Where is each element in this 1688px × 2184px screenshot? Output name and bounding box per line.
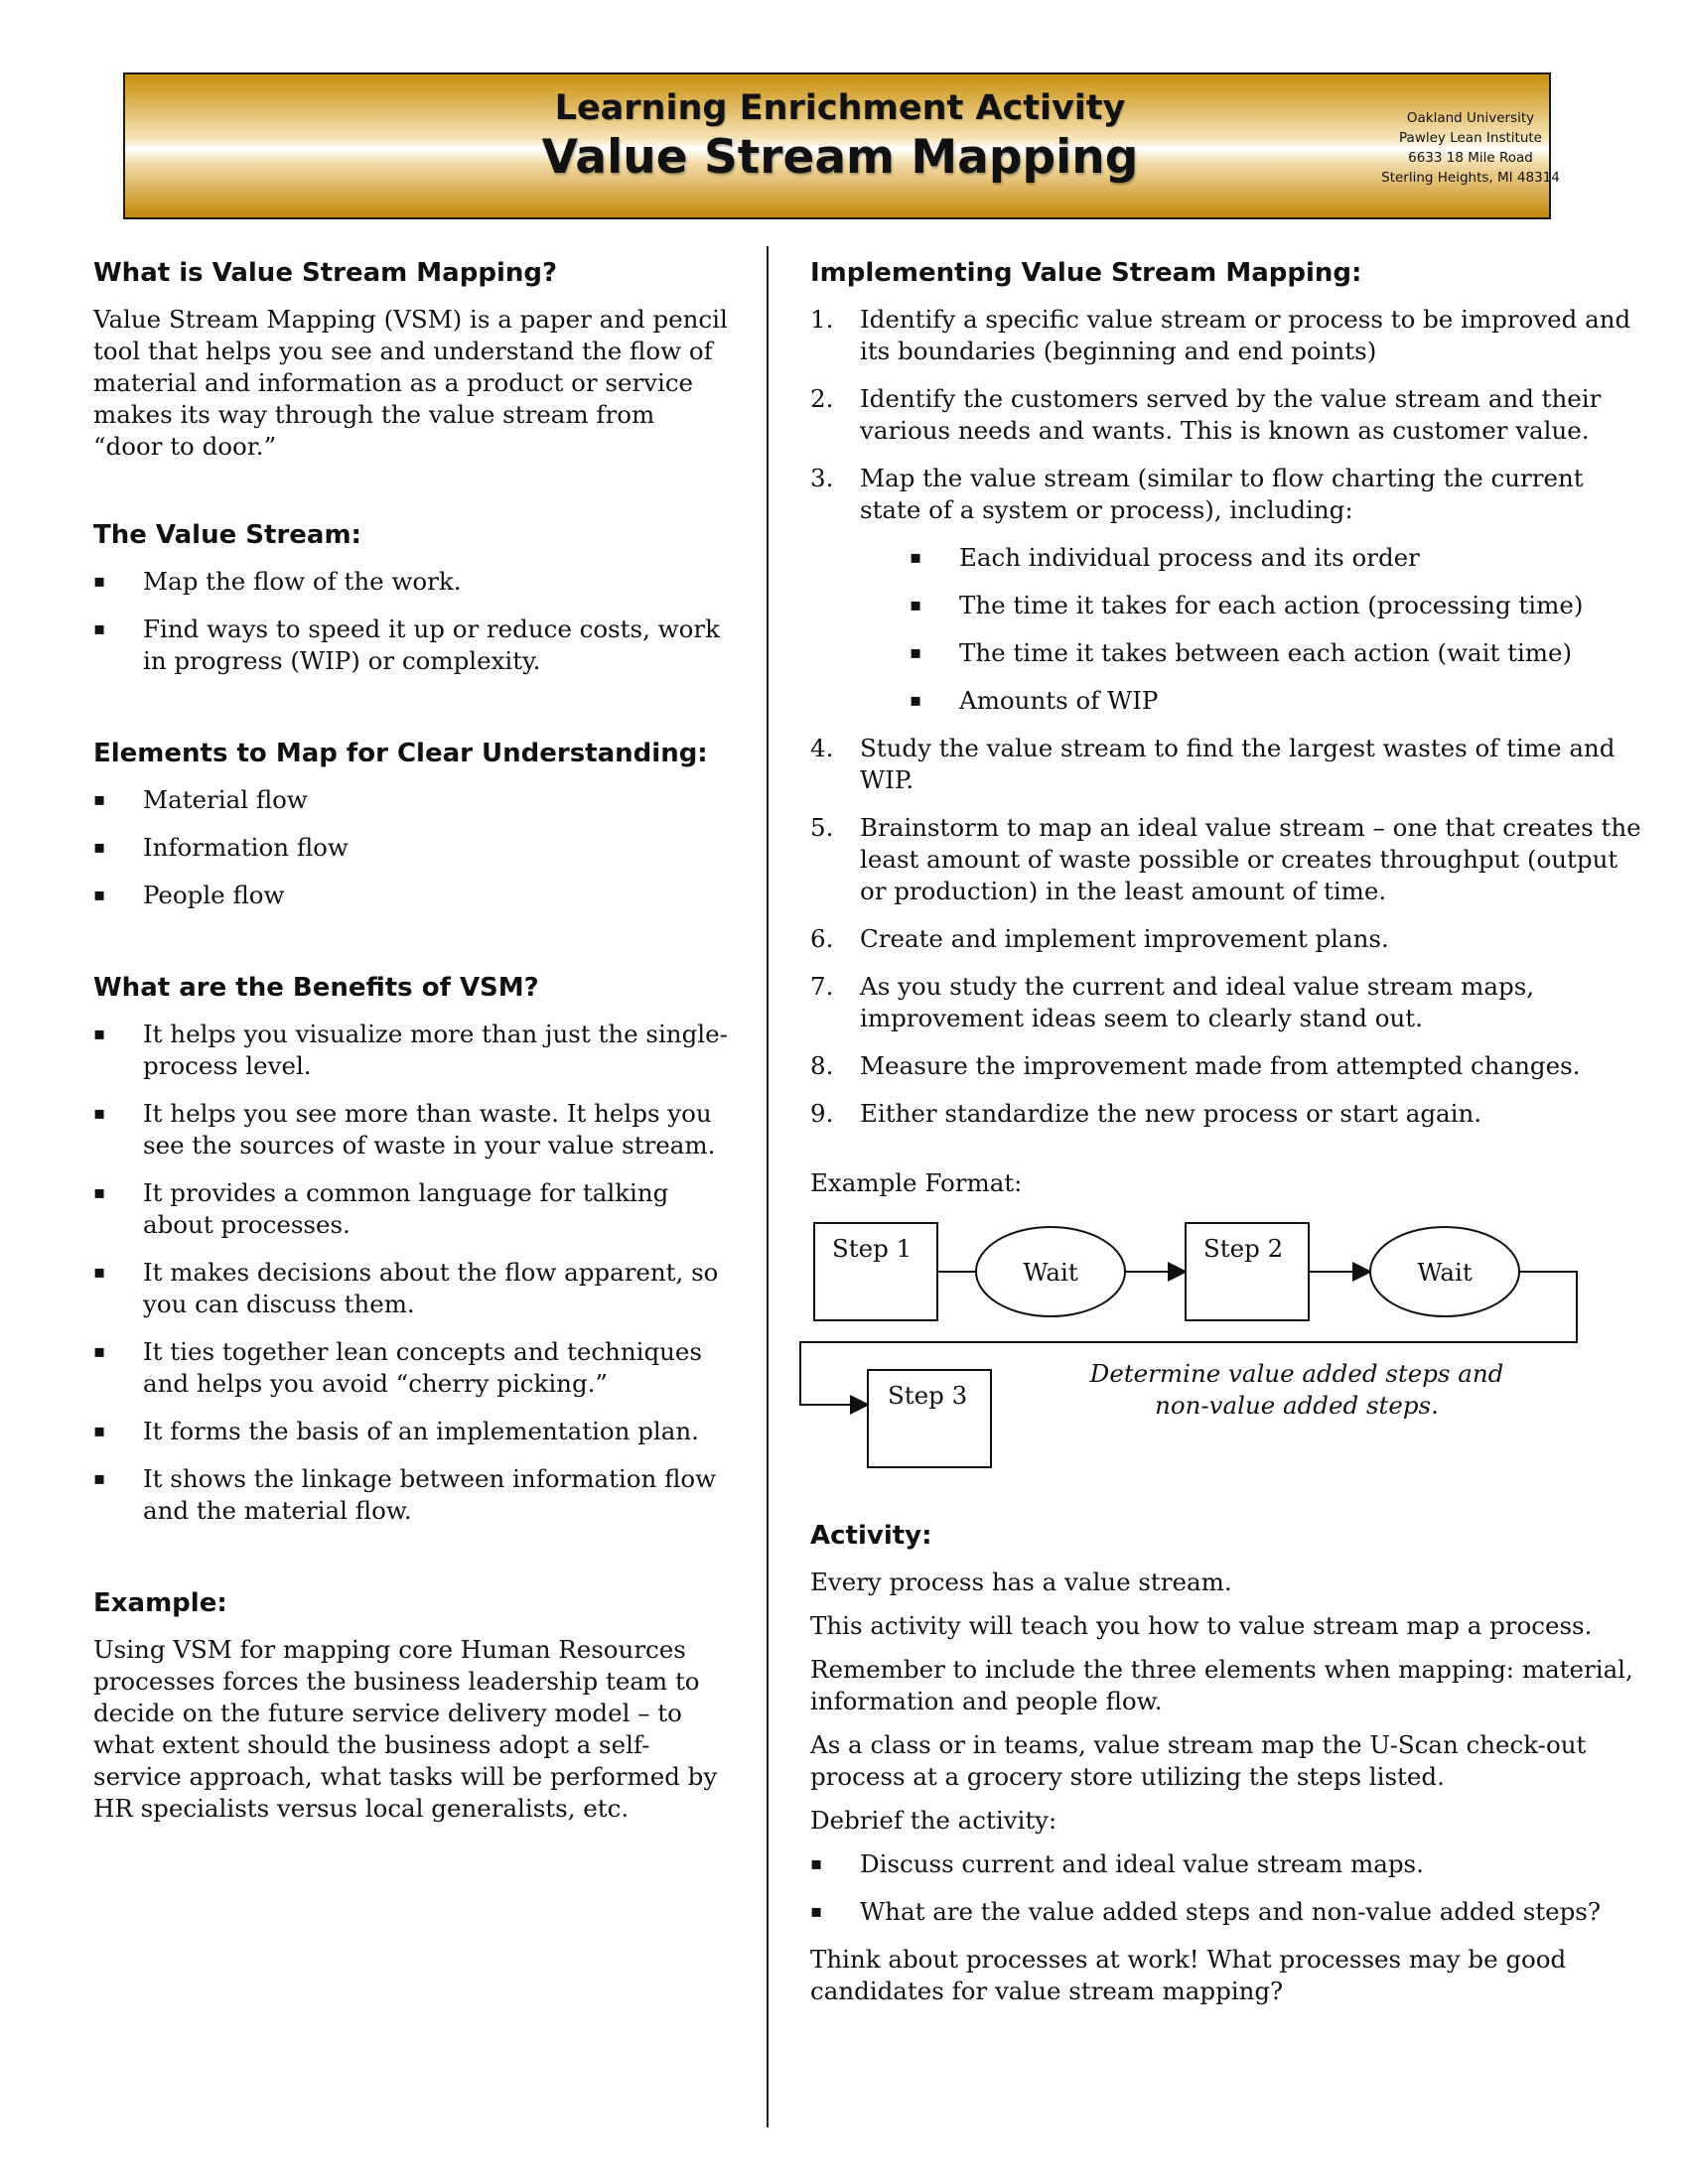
section-heading-example: Example: bbox=[93, 1588, 227, 1618]
list-item: ▪ It helps you visualize more than just the single-process level. bbox=[93, 1019, 729, 1082]
step3-label: Step 3 bbox=[888, 1381, 968, 1410]
banner-subtitle: Learning Enrichment Activity bbox=[554, 88, 1126, 128]
diagram-caption: Determine value added steps and non-value added steps. bbox=[1089, 1359, 1504, 1420]
step-number: 4. bbox=[810, 734, 834, 762]
institute-address bbox=[1381, 108, 1560, 188]
step-number: 1. bbox=[810, 305, 834, 334]
left-column bbox=[93, 256, 729, 1837]
list-item: ▪ People flow bbox=[93, 880, 729, 911]
example-format-label: Example Format: bbox=[810, 1168, 1023, 1197]
step-item bbox=[810, 812, 1644, 907]
list-item: ▪ Material flow bbox=[93, 784, 729, 816]
flow-diagram bbox=[810, 1211, 1644, 1519]
step-text: Brainstorm to map an ideal value stream – one that creates the least amount of waste possible or creates throughput (output or production) in the least amount of time. bbox=[860, 813, 1641, 905]
section-heading-implementing: Implementing Value Stream Mapping: bbox=[810, 258, 1362, 288]
list-item: ▪ It shows the linkage between information flow and the material flow. bbox=[93, 1463, 729, 1527]
step2-label: Step 2 bbox=[1203, 1234, 1284, 1263]
sub-item: ▪ Each individual process and its order bbox=[910, 542, 1644, 574]
right-column bbox=[810, 256, 1644, 2019]
step-item bbox=[810, 463, 1644, 717]
step-item bbox=[810, 304, 1644, 367]
step-item bbox=[810, 383, 1644, 447]
activity-paragraph: This activity will teach you how to value stream map a process. bbox=[810, 1611, 1593, 1640]
step-text: Create and implement improvement plans. bbox=[860, 924, 1389, 953]
column-divider bbox=[767, 246, 769, 2127]
step-number: 2. bbox=[810, 384, 834, 413]
list-item: ▪ Map the flow of the work. bbox=[93, 566, 729, 598]
section-heading-value-stream: The Value Stream: bbox=[93, 520, 361, 550]
list-item: ▪ It helps you see more than waste. It helps you see the sources of waste in your value stream. bbox=[93, 1098, 729, 1161]
list-item: ▪ It makes decisions about the flow apparent, so you can discuss them. bbox=[93, 1257, 729, 1320]
wait1-label: Wait bbox=[1023, 1258, 1078, 1287]
list-item: ▪ What are the value added steps and non-value added steps? bbox=[810, 1896, 1644, 1928]
sub-item: ▪ The time it takes for each action (processing time) bbox=[910, 590, 1644, 621]
section-heading-what-is-vsm: What is Value Stream Mapping? bbox=[93, 258, 558, 288]
address-line: 6633 18 Mile Road bbox=[1408, 150, 1533, 166]
section-heading-benefits: What are the Benefits of VSM? bbox=[93, 973, 539, 1003]
step-text: Measure the improvement made from attempted changes. bbox=[860, 1051, 1581, 1080]
activity-paragraph: Remember to include the three elements when mapping: material, information and people flow. bbox=[810, 1655, 1633, 1715]
step-text: Either standardize the new process or start again. bbox=[860, 1099, 1482, 1128]
step-number: 9. bbox=[810, 1099, 834, 1128]
step-item bbox=[810, 1050, 1644, 1082]
step-text: Study the value stream to find the largest wastes of time and WIP. bbox=[860, 734, 1616, 794]
list-item: ▪ It provides a common language for talking about processes. bbox=[93, 1177, 729, 1241]
elements-list bbox=[93, 784, 729, 911]
list-item: ▪ Discuss current and ideal value stream maps. bbox=[810, 1848, 1644, 1880]
address-line: Sterling Heights, MI 48314 bbox=[1381, 170, 1560, 186]
step-item bbox=[810, 971, 1644, 1034]
step-text: As you study the current and ideal value stream maps, improvement ideas seem to clearly stand out. bbox=[860, 972, 1535, 1032]
list-item: ▪ Find ways to speed it up or reduce costs, work in progress (WIP) or complexity. bbox=[93, 614, 729, 677]
step-number: 6. bbox=[810, 924, 834, 953]
sub-item: ▪ Amounts of WIP bbox=[910, 685, 1644, 717]
activity-paragraph: As a class or in teams, value stream map the U-Scan check-out process at a grocery store utilizing the steps listed. bbox=[810, 1730, 1587, 1791]
step-text: Identify a specific value stream or process to be improved and its boundaries (beginning and end points) bbox=[860, 305, 1631, 365]
wait2-label: Wait bbox=[1417, 1258, 1473, 1287]
benefits-list bbox=[93, 1019, 729, 1527]
activity-paragraph: Think about processes at work! What processes may be good candidates for value stream mapping? bbox=[810, 1945, 1567, 2005]
implementation-steps bbox=[810, 304, 1644, 1130]
activity-paragraph: Debrief the activity: bbox=[810, 1806, 1057, 1835]
address-line: Pawley Lean Institute bbox=[1399, 130, 1542, 146]
value-stream-list bbox=[93, 566, 729, 677]
step-item bbox=[810, 1098, 1644, 1130]
what-is-vsm-body: Value Stream Mapping (VSM) is a paper and pencil tool that helps you see and understand the flow of material and information as a product or service makes its way through the value stream from “door to door.” bbox=[93, 305, 728, 461]
list-item: ▪ It ties together lean concepts and techniques and helps you avoid “cherry picking.” bbox=[93, 1336, 729, 1400]
step-text: Map the value stream (similar to flow charting the current state of a system or process), including: bbox=[860, 464, 1584, 524]
step-text: Identify the customers served by the value stream and their various needs and wants. This is known as customer value. bbox=[860, 384, 1602, 445]
activity-paragraph: Every process has a value stream. bbox=[810, 1568, 1232, 1596]
header-banner bbox=[123, 72, 1560, 219]
example-body: Using VSM for mapping core Human Resources processes forces the business leadership team to decide on the future service delivery model – to what extent should the business adopt a self-service approach, what tasks will be performed by HR specialists versus local generalists, etc. bbox=[93, 1635, 718, 1823]
step-number: 7. bbox=[810, 972, 834, 1001]
step-item bbox=[810, 923, 1644, 955]
step-3-sublist bbox=[860, 542, 1644, 717]
step-number: 3. bbox=[810, 464, 834, 492]
list-item: ▪ Information flow bbox=[93, 832, 729, 864]
section-heading-activity: Activity: bbox=[810, 1521, 932, 1551]
step-item bbox=[810, 733, 1644, 796]
step-number: 8. bbox=[810, 1051, 834, 1080]
banner-title: Value Stream Mapping bbox=[541, 130, 1139, 185]
address-line: Oakland University bbox=[1406, 110, 1535, 126]
step1-label: Step 1 bbox=[832, 1234, 913, 1263]
flow-diagram-svg bbox=[790, 1211, 1624, 1489]
sub-item: ▪ The time it takes between each action (wait time) bbox=[910, 637, 1644, 669]
list-item: ▪ It forms the basis of an implementation plan. bbox=[93, 1416, 729, 1447]
section-heading-elements: Elements to Map for Clear Understanding: bbox=[93, 739, 708, 768]
debrief-list bbox=[810, 1848, 1644, 1928]
step-number: 5. bbox=[810, 813, 834, 842]
